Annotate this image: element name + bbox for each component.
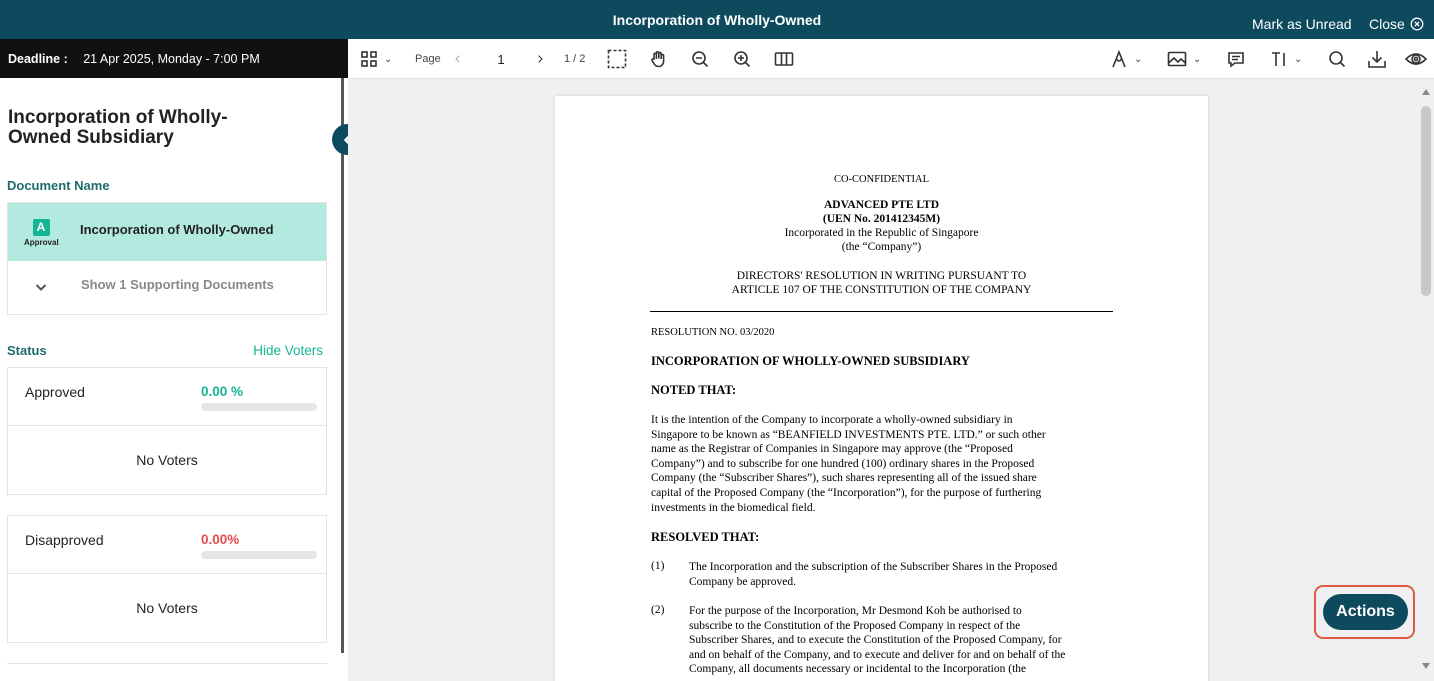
deadline-label: Deadline :	[8, 52, 68, 66]
doc-item1-number: (1)	[651, 560, 665, 572]
disapproved-no-voters: No Voters	[136, 600, 198, 616]
page-total: 1 / 2	[564, 53, 586, 65]
doc-line: name as the Registrar of Companies in Singapore may approve (the “Proposed	[651, 443, 1013, 456]
text-tool-button[interactable]	[1270, 47, 1302, 71]
approval-badge-text: Approval	[24, 238, 59, 247]
chevron-down-icon	[34, 280, 48, 299]
approval-badge	[24, 219, 58, 247]
prev-page-button[interactable]	[452, 47, 464, 71]
chevron-down-icon: ⌄	[384, 53, 393, 65]
doc-noted: NOTED THAT:	[651, 383, 737, 397]
doc-item1	[689, 560, 1117, 589]
deadline-value: 21 Apr 2025, Monday - 7:00 PM	[83, 52, 260, 66]
download-button[interactable]	[1367, 47, 1387, 71]
image-icon	[1167, 50, 1187, 68]
thumbnails-button[interactable]	[360, 47, 392, 71]
doc-line: For the purpose of the Incorporation, Mr Desmond Koh be authorised to	[689, 605, 1022, 617]
doc-the-company: (the “Company”)	[841, 241, 922, 253]
page-layout-button[interactable]	[774, 47, 794, 71]
eye-icon	[1405, 50, 1427, 68]
close-button[interactable]	[1369, 16, 1424, 32]
doc-resolution-title-2: ARTICLE 107 OF THE CONSTITUTION OF THE COMPANY	[731, 284, 1032, 296]
page-number-input-wrap	[470, 47, 532, 71]
doc-divider	[650, 311, 1113, 312]
columns-icon	[774, 50, 794, 68]
viewer-scrollbar[interactable]	[1418, 79, 1434, 681]
doc-line: investments in the biomedical field.	[651, 501, 816, 514]
next-page-button[interactable]	[534, 47, 546, 71]
show-supporting-documents[interactable]	[8, 261, 326, 314]
text-icon	[1270, 50, 1288, 68]
mark-as-unread-button[interactable]: Mark as Unread	[1252, 16, 1352, 32]
doc-heading: INCORPORATION OF WHOLLY-OWNED SUBSIDIARY	[651, 354, 970, 368]
zoom-in-button[interactable]	[733, 47, 751, 71]
document-page	[555, 96, 1208, 681]
disapproved-card	[7, 515, 327, 643]
close-label: Close	[1369, 16, 1405, 32]
comment-icon	[1227, 50, 1245, 68]
disapproved-progress-bar	[201, 551, 317, 559]
search-icon	[1328, 50, 1346, 68]
selection-icon	[607, 49, 627, 69]
document-item-active[interactable]	[8, 203, 326, 261]
scrollbar-thumb[interactable]	[1421, 106, 1431, 296]
zoom-in-icon	[733, 50, 751, 68]
comment-button[interactable]	[1227, 47, 1245, 71]
doc-line: and on behalf of the Company, and to execute and deliver for and on behalf of the	[689, 648, 1066, 661]
top-header	[0, 0, 1434, 39]
sidebar-title: Incorporation of Wholly-Owned Subsidiary	[8, 107, 228, 148]
approved-progress-bar	[201, 403, 317, 411]
image-tool-button[interactable]	[1167, 47, 1201, 71]
document-card	[7, 202, 327, 315]
doc-line: Singapore to be known as “BEANFIELD INVESTMENTS PTE. LTD.” or such other	[651, 428, 1046, 441]
sidebar-scrollbar[interactable]	[341, 78, 344, 653]
doc-confidential: CO-CONFIDENTIAL	[833, 174, 930, 185]
zoom-out-button[interactable]	[691, 47, 709, 71]
scroll-up-arrow-icon[interactable]	[1422, 89, 1430, 95]
deadline-bar	[0, 39, 348, 78]
doc-item2-number: (2)	[651, 604, 665, 616]
disapproved-label: Disapproved	[25, 532, 104, 548]
view-mode-button[interactable]	[1405, 47, 1427, 71]
download-icon	[1367, 49, 1387, 69]
zoom-out-icon	[691, 50, 709, 68]
chevron-down-icon: ⌄	[1193, 53, 1202, 65]
doc-line: capital of the Proposed Company (the “Incorporation”), for the purpose of furthering	[651, 486, 1042, 499]
chevron-down-icon: ⌄	[1294, 53, 1303, 65]
approval-icon: A	[33, 219, 50, 236]
details-sidebar	[0, 78, 342, 665]
doc-line: Company”) and to subscribe for one hundred (100) ordinary shares in the Proposed	[651, 457, 1035, 470]
chevron-right-icon	[534, 53, 546, 65]
doc-noted-paragraph	[651, 413, 1116, 515]
doc-line: Company, all documents necessary or incidental to the Incorporation (the	[689, 663, 1027, 676]
doc-line: Subscriber Shares, and to execute the Constitution of the Proposed Company, for	[689, 634, 1062, 647]
doc-uen: (UEN No. 201412345M)	[822, 213, 941, 225]
doc-resolved: RESOLVED THAT:	[651, 530, 760, 544]
draw-tool-button[interactable]	[1110, 47, 1142, 71]
chevron-left-icon	[452, 53, 464, 65]
marquee-select-button[interactable]	[607, 47, 627, 71]
doc-incorporated: Incorporated in the Republic of Singapore	[784, 227, 979, 239]
document-viewer	[348, 79, 1434, 681]
hide-voters-link[interactable]: Hide Voters	[253, 343, 323, 358]
doc-line: subscribe to the Constitution of the Proposed Company in respect of the	[689, 619, 1021, 632]
disapproved-percent: 0.00%	[201, 532, 240, 547]
chevron-down-icon: ⌄	[1134, 53, 1143, 65]
document-name-label: Document Name	[7, 178, 110, 193]
supporting-docs-label: Show 1 Supporting Documents	[81, 277, 274, 292]
grid-icon	[360, 50, 378, 68]
approved-card	[7, 367, 327, 495]
actions-button[interactable]: Actions	[1323, 594, 1408, 630]
approved-no-voters: No Voters	[136, 452, 198, 468]
doc-item2	[689, 604, 1117, 677]
approved-percent: 0.00 %	[201, 384, 244, 399]
page-label: Page	[415, 53, 441, 65]
hand-icon	[649, 50, 667, 68]
doc-line: Company (the “Subscriber Shares”), such shares representing all of the issued share	[651, 472, 1037, 485]
header-title: Incorporation of Wholly-Owned	[612, 12, 822, 28]
doc-line: The Incorporation and the subscription of the Subscriber Shares in the Proposed	[689, 561, 1058, 573]
doc-line: Company be approved.	[689, 575, 796, 588]
actions-highlight	[1314, 585, 1415, 639]
viewer-toolbar	[348, 39, 1434, 79]
doc-resolution-title-1: DIRECTORS' RESOLUTION IN WRITING PURSUANT TO	[736, 270, 1027, 282]
search-button[interactable]	[1328, 47, 1346, 71]
close-circle-icon	[1410, 17, 1424, 31]
doc-line: It is the intention of the Company to incorporate a wholly-owned subsidiary in	[651, 414, 1013, 426]
approved-label: Approved	[25, 384, 85, 400]
scroll-down-arrow-icon[interactable]	[1422, 663, 1430, 669]
doc-company: ADVANCED PTE LTD	[823, 199, 940, 211]
doc-resolution-no: RESOLUTION NO. 03/2020	[651, 327, 775, 338]
pan-tool-button[interactable]	[649, 47, 667, 71]
page-number-input[interactable]	[470, 47, 532, 71]
next-card-edge	[7, 663, 327, 665]
status-label: Status	[7, 343, 47, 358]
document-name: Incorporation of Wholly-Owned	[80, 222, 274, 237]
pen-icon	[1110, 50, 1128, 68]
